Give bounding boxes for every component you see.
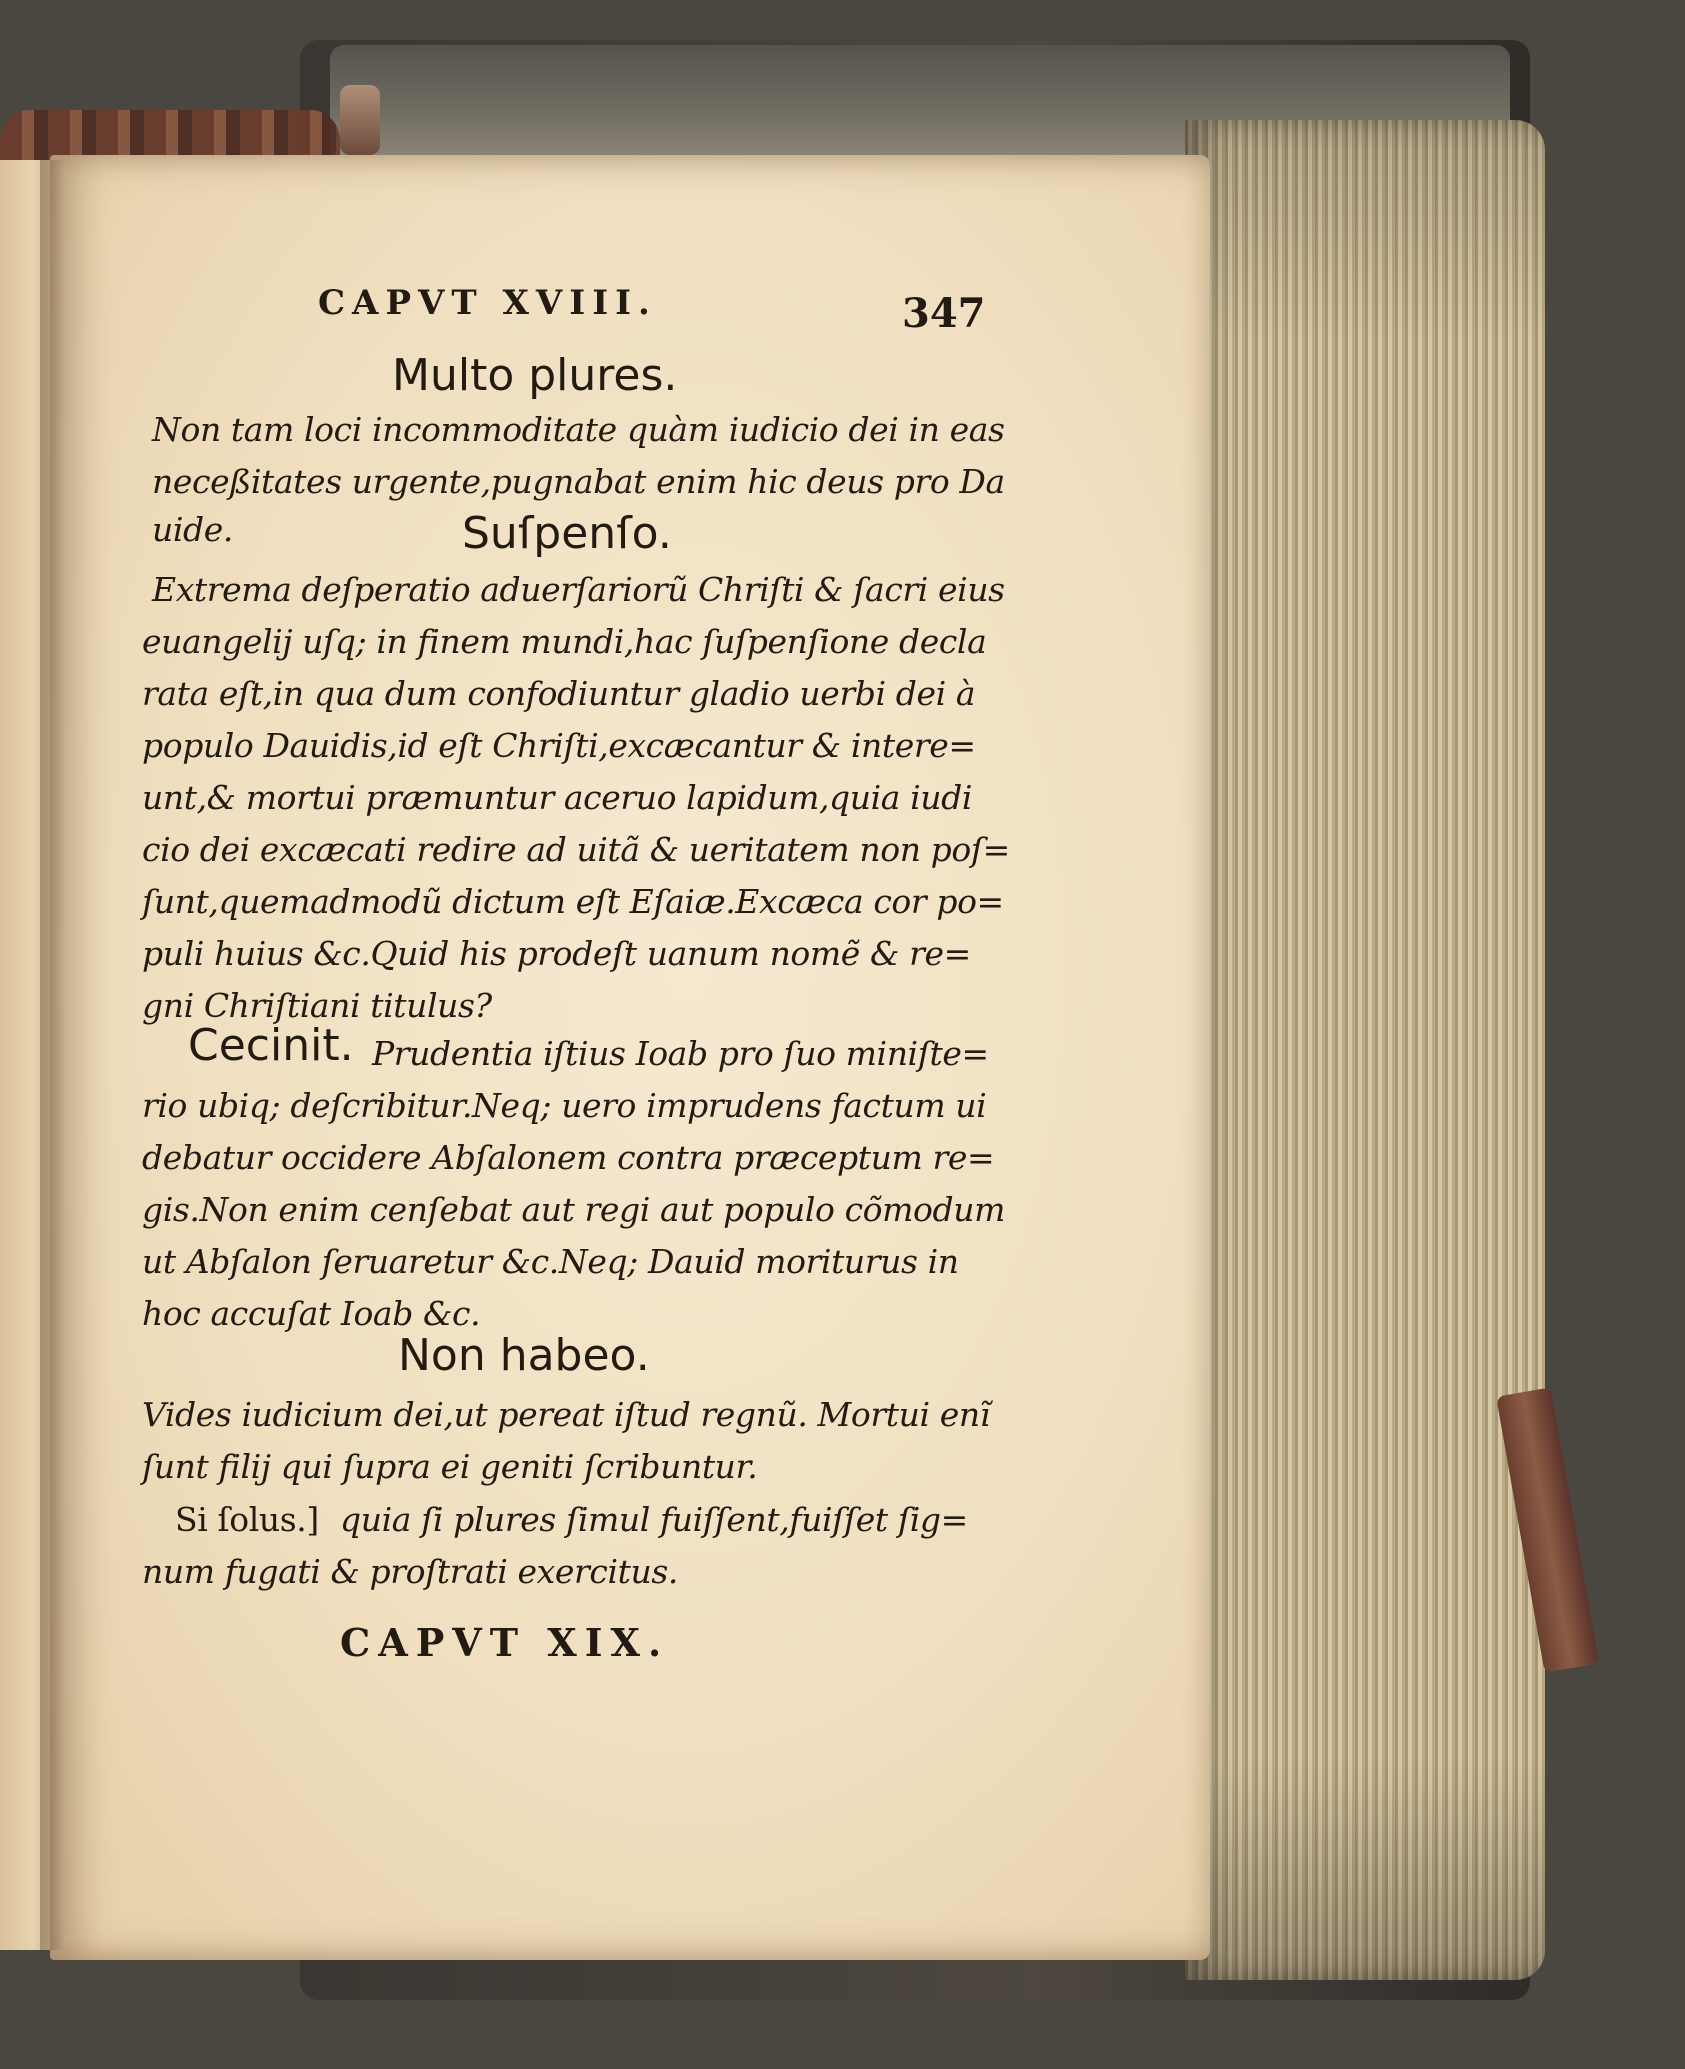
- body-line: ut Abſalon ſeruaretur &c.Neq; Dauid moriturus in: [142, 1242, 959, 1281]
- body-line: gis.Non enim cenſebat aut regi aut populo cõmodum: [142, 1190, 1005, 1229]
- body-line: euangelij uſq; in finem mundi,hac ſuſpenſione decla: [142, 622, 987, 661]
- running-head: CAPVT XVIII.: [318, 283, 657, 323]
- body-line: num fugati & proſtrati exercitus.: [142, 1552, 678, 1591]
- body-line: hoc accuſat Ioab &c.: [142, 1294, 481, 1333]
- note-lemma: Si ſolus.]: [175, 1500, 319, 1539]
- body-line: Extrema deſperatio aduerſariorũ Chriſti & ſacri eius: [152, 570, 1005, 609]
- body-line: uide.: [152, 510, 233, 549]
- body-line: Non tam loci incommoditate quàm iudicio dei in eas: [152, 410, 1005, 449]
- body-line: puli huius &c.Quid his prodeſt uanum nomẽ & re=: [142, 934, 971, 973]
- body-line: gni Chriſtiani titulus?: [142, 986, 492, 1025]
- body-line: unt,& mortui præmuntur aceruo lapidum,quia iudi: [142, 778, 973, 817]
- page-block-shade: [1185, 120, 1545, 1980]
- lemma-heading-suspenso: Suſpenſo.: [462, 508, 672, 559]
- body-line: rio ubiq; deſcribitur.Neq; uero imprudens factum ui: [142, 1086, 987, 1125]
- page-number: 347: [902, 290, 986, 337]
- body-line: neceßitates urgente,pugnabat enim hic deus pro Da: [152, 462, 1005, 501]
- next-chapter-heading: CAPVT XIX.: [340, 1620, 670, 1665]
- body-line: debatur occidere Abſalonem contra præceptum re=: [142, 1138, 995, 1177]
- body-line: rata eſt,in qua dum confodiuntur gladio uerbi dei à: [142, 674, 976, 713]
- book-clasp: [340, 85, 380, 155]
- body-line: ſunt,quemadmodũ dictum eſt Eſaiæ.Excæca cor po=: [142, 882, 1004, 921]
- lemma-heading-cecinit: Cecinit.: [188, 1020, 354, 1071]
- lemma-heading-non-habeo: Non habeo.: [398, 1330, 650, 1381]
- body-line: Prudentia iſtius Ioab pro ſuo miniſte=: [372, 1034, 989, 1073]
- body-line: populo Dauidis,id eſt Chriſti,excæcantur & intere=: [142, 726, 976, 765]
- body-line: ſunt filij qui ſupra ei geniti ſcribuntur.: [142, 1447, 758, 1486]
- body-line: cio dei excæcati redire ad uitã & ueritatem non poſ=: [142, 830, 1010, 869]
- lemma-heading-multo-plures: Multo plures.: [392, 350, 678, 401]
- body-line: Vides iudicium dei,ut pereat iſtud regnũ. Mortui enĩ: [142, 1395, 990, 1434]
- page-gutter-shadow: [40, 160, 65, 1950]
- body-line: quia ſi plures ſimul fuiſſent,fuiſſet ſig=: [340, 1500, 968, 1539]
